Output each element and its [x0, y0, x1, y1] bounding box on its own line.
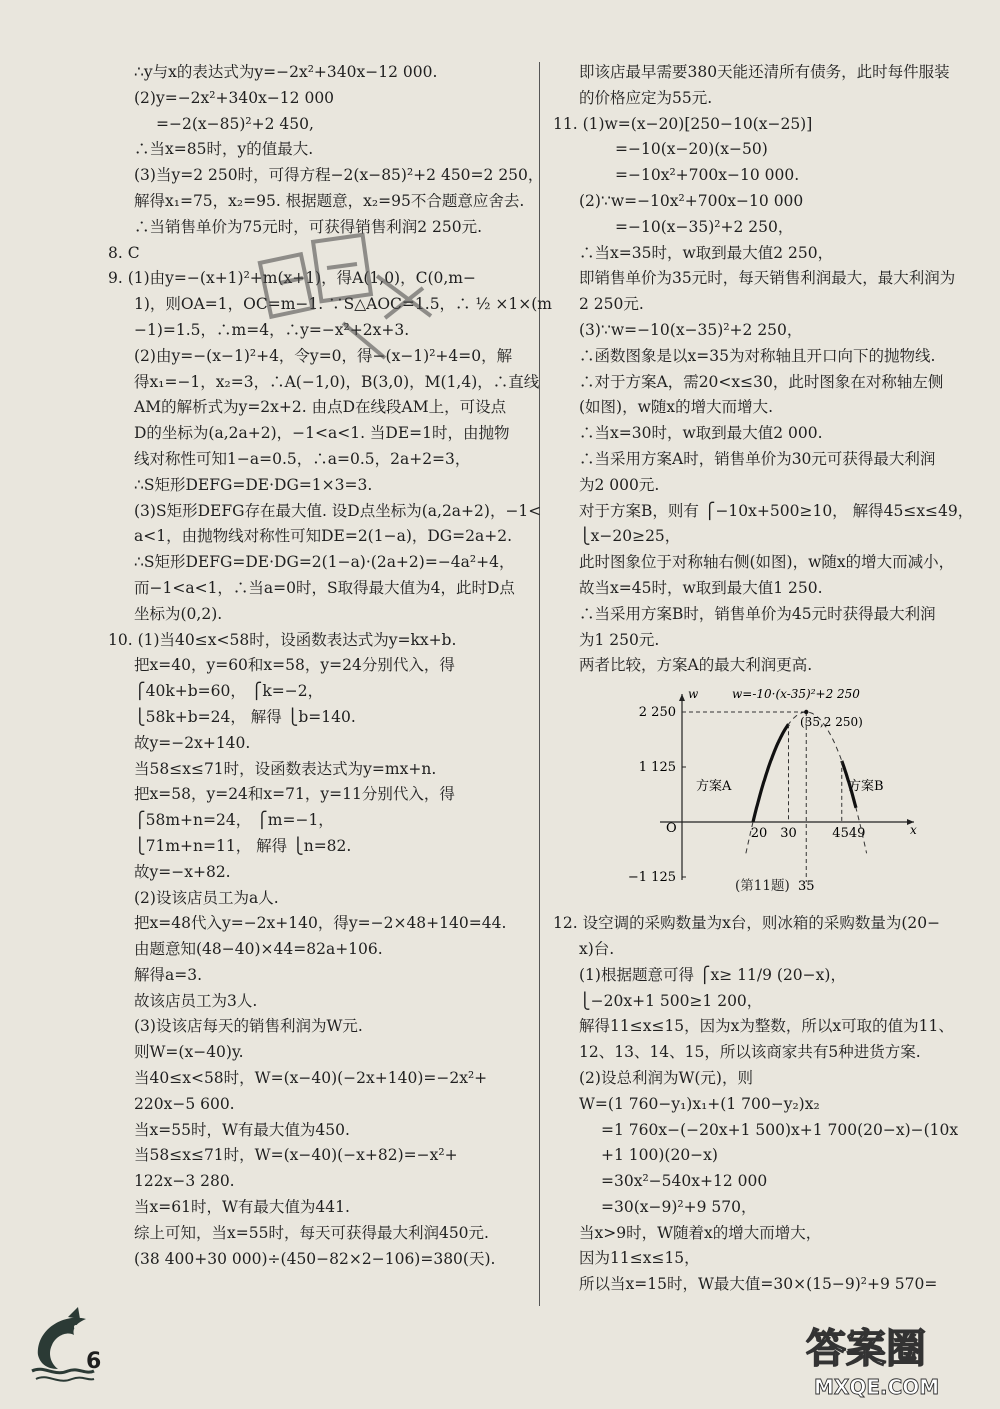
text-line: ∴当采用方案B时，销售单价为45元时获得最大利润 — [579, 604, 936, 623]
series-a-curve — [753, 724, 789, 822]
text-line: 故y=−2x+140. — [134, 733, 251, 752]
text-line: 的价格应定为55元. — [579, 88, 713, 107]
text-line: ∴当x=35时，w取到最大值2 250， — [579, 243, 834, 262]
vertex-label: (35,2 250) — [800, 715, 863, 729]
text-line: 220x−5 600. — [134, 1094, 235, 1113]
site-watermark — [800, 1318, 978, 1400]
series-a-label: 方案A — [696, 779, 732, 794]
text-line: 则W=(x−40)y. — [134, 1043, 244, 1062]
text-line: 线对称性可知1−a=0.5，∴a=0.5，2a+2=3， — [134, 449, 471, 468]
text-line: (如图)，w随x的增大而增大. — [579, 398, 774, 417]
text-line: (3)∵w=−10(x−35)²+2 250， — [579, 320, 803, 339]
equation-label: w=-10·(x-35)²+2 250 — [732, 687, 860, 701]
text-line: =30x²−540x+12 000 — [601, 1172, 768, 1191]
right-column-top — [553, 60, 973, 679]
text-line: ⎧58m+n=24， ⎧m=−1， — [134, 811, 334, 830]
text-line: =−10(x−20)(x−50) — [615, 140, 768, 159]
vertex-point — [804, 710, 808, 714]
text-line: (3)当y=2 250时，可得方程−2(x−85)²+2 450=2 250， — [134, 166, 544, 185]
text-line: (2)∵w=−10x²+700x−10 000 — [579, 191, 804, 210]
text-line: a<1，由抛物线对称性可知DE=2(1−a)，DG=2a+2. — [134, 527, 513, 546]
y-tick-label: 2 250 — [638, 705, 676, 720]
text-line: 两者比较，方案A的最大利润更高. — [579, 656, 813, 675]
text-line: 所以当x=15时，W最大值=30×(15−9)²+9 570= — [579, 1275, 938, 1294]
text-line: 故当x=45时，w取到最大值1 250. — [579, 578, 823, 597]
text-line: 11. (1)w=(x−20)[250−10(x−25)] — [553, 114, 813, 133]
text-line: (1)根据题意可得 ⎧x≥ 11/9 (20−x)， — [579, 965, 846, 984]
y-axis-label: w — [688, 687, 699, 701]
symmetry-axis-label: 35 — [797, 879, 815, 894]
text-line: 即该店最早需要380天能还清所有债务，此时每件服装 — [579, 63, 950, 81]
watermark-sub-text: MXQE.COM — [814, 1375, 940, 1399]
text-line: =−10x²+700x−10 000. — [615, 166, 800, 185]
text-line: 当40≤x<58时，W=(x−40)(−2x+140)=−2x²+ — [134, 1069, 488, 1088]
text-line: 对于方案B，则有 ⎧−10x+500≥10， 解得45≤x≤49， — [579, 501, 974, 520]
text-line: ∴对于方案A，需20<x≤30，此时图象在对称轴左侧 — [579, 372, 944, 391]
text-line: 9. (1)由y=−(x+1)²+m(x+1)，得A(1,0)，C(0,m− — [108, 269, 476, 288]
text-line: 122x−3 280. — [134, 1172, 235, 1191]
text-line: 当58≤x≤71时，设函数表达式为y=mx+n. — [134, 759, 437, 778]
text-line: 把x=40，y=60和x=58，y=24分别代入，得 — [134, 656, 455, 675]
text-line: 此时图象位于对称轴右侧(如图)，w随x的增大而减小， — [579, 553, 955, 572]
text-line: ∴当销售单价为75元时，可获得销售利润2 250元. — [134, 217, 483, 236]
text-line: 把x=58，y=24和x=71，y=11分别代入，得 — [134, 785, 455, 804]
text-line: ⎩71m+n=11， 解得 ⎩n=82. — [134, 836, 352, 855]
text-line: (3)设该店每天的销售利润为W元. — [134, 1017, 363, 1036]
text-line: 解得a=3. — [134, 965, 203, 984]
text-line: AM的解析式为y=2x+2. 由点D在线段AM上，可设点 — [134, 398, 507, 417]
text-line: D的坐标为(a,2a+2)，−1<a<1. 当DE=1时，由抛物 — [134, 424, 510, 443]
text-line: 解得x₁=75，x₂=95. 根据题意，x₂=95不合题意应舍去. — [134, 191, 525, 210]
text-line: 1)，则OA=1，OC=m−1. ∵S△AOC=1.5，∴ ½ ×1×(m — [134, 295, 553, 314]
right-column-bottom — [553, 911, 973, 1298]
text-line: (3)S矩形DEFG存在最大值. 设D点坐标为(a,2a+2)，−1< — [134, 501, 542, 520]
text-line: =−2(x−85)²+2 450, — [156, 114, 314, 133]
x-tick-label: 4549 — [832, 826, 866, 841]
text-line: =30(x−9)²+9 570， — [601, 1197, 757, 1216]
text-line: 当x=61时，W有最大值为441. — [134, 1198, 350, 1217]
text-line: ∴函数图象是以x=35为对称轴且开口向下的抛物线. — [579, 346, 936, 365]
text-line: 12. 设空调的采购数量为x台，则冰箱的采购数量为(20− — [553, 914, 941, 933]
text-line: ⎩x−20≥25， — [579, 527, 681, 546]
text-line: ∴当采用方案A时，销售单价为30元可获得最大利润 — [579, 449, 936, 468]
text-line: 解得11≤x≤15，因为x为整数，所以x可取的值为11、 — [579, 1017, 954, 1036]
text-line: +1 100)(20−x) — [601, 1146, 718, 1165]
chart-caption: (第11题) — [735, 878, 790, 894]
text-line: 8. C — [108, 243, 140, 262]
text-line: (38 400+30 000)÷(450−82×2−106)=380(天). — [134, 1249, 496, 1268]
chart-svg — [622, 682, 922, 894]
text-line: (2)y=−2x²+340x−12 000 — [134, 88, 335, 107]
text-line: 2 250元. — [579, 295, 644, 314]
x-tick-label: 20 — [750, 826, 768, 841]
text-line: 当x>9时，W随着x的增大而增大， — [579, 1223, 822, 1242]
y-axis-arrow — [679, 694, 685, 701]
text-line: ∴y与x的表达式为y=−2x²+340x−12 000. — [134, 63, 438, 81]
guide-lines — [682, 710, 842, 882]
page-number: 6 — [86, 1349, 102, 1374]
text-line: W=(1 760−y₁)x₁+(1 700−y₂)x₂ — [579, 1094, 820, 1113]
text-line: 为1 250元. — [579, 630, 660, 649]
right-column — [553, 60, 973, 1298]
text-line: ⎧40k+b=60， ⎧k=−2， — [134, 682, 324, 701]
text-line: ∴当x=85时，y的值最大. — [134, 140, 314, 159]
text-line: 因为11≤x≤15， — [579, 1249, 700, 1268]
x-axis-label: x — [910, 823, 917, 837]
y-tick-label: −1 125 — [627, 870, 676, 885]
text-line: 即销售单价为35元时，每天销售利润最大，最大利润为 — [579, 269, 956, 288]
x-tick-label: 30 — [780, 826, 797, 841]
text-line: 综上可知，当x=55时，每天可获得最大利润450元. — [134, 1223, 489, 1242]
column-divider — [539, 62, 540, 1306]
parabola-chart — [622, 682, 922, 894]
text-line: 而−1<a<1，∴当a=0时，S取得最大值为4，此时D点 — [134, 578, 515, 597]
watermark-main-text: 答案圈 — [806, 1326, 926, 1372]
text-line: 当58≤x≤71时，W=(x−40)(−x+82)=−x²+ — [134, 1146, 458, 1165]
text-line: 得x₁=−1，x₂=3，∴A(−1,0)，B(3,0)，M(1,4)，∴直线 — [134, 372, 540, 391]
text-line: (2)设该店员工为a人. — [134, 888, 279, 907]
text-line: 当x=55时，W有最大值为450. — [134, 1120, 350, 1139]
text-line: ∴S矩形DEFG=DE·DG=2(1−a)·(2a+2)=−4a²+4， — [134, 553, 515, 572]
stamp-mark — [255, 228, 445, 378]
text-line: 坐标为(0,2). — [134, 604, 223, 623]
text-line: 由题意知(48−40)×44=82a+106. — [134, 940, 383, 959]
text-line: 把x=48代入y=−2x+140，得y=−2×48+140=44. — [134, 914, 507, 933]
text-line: (2)设总利润为W(元)，则 — [579, 1068, 753, 1087]
text-line: 为2 000元. — [579, 475, 660, 494]
text-line: 12、13、14、15，所以该商家共有5种进货方案. — [579, 1043, 921, 1062]
text-line: ∴当x=30时，w取到最大值2 000. — [579, 424, 823, 443]
text-line: 故y=−x+82. — [134, 862, 231, 881]
text-line: =1 760x−(−20x+1 500)x+1 700(20−x)−(10x — [601, 1120, 959, 1139]
text-line: ⎩58k+b=24， 解得 ⎩b=140. — [134, 707, 356, 726]
y-tick-label: 1 125 — [638, 760, 676, 775]
text-line: ⎩−20x+1 500≥1 200， — [579, 991, 763, 1010]
origin-label: O — [666, 821, 677, 836]
text-line: (2)由y=−(x−1)²+4，令y=0，得−(x−1)²+4=0，解 — [134, 346, 513, 365]
text-line: =−10(x−35)²+2 250， — [615, 217, 794, 236]
series-b-label: 方案B — [848, 779, 884, 794]
text-line: ∴S矩形DEFG=DE·DG=1×3=3. — [134, 475, 373, 494]
text-line: −1)=1.5，∴m=4，∴y=−x²+2x+3. — [134, 320, 410, 339]
text-line: 10. (1)当40≤x<58时，设函数表达式为y=kx+b. — [108, 630, 457, 649]
text-line: x)台. — [579, 939, 615, 958]
text-line: 故该店员工为3人. — [134, 991, 258, 1010]
